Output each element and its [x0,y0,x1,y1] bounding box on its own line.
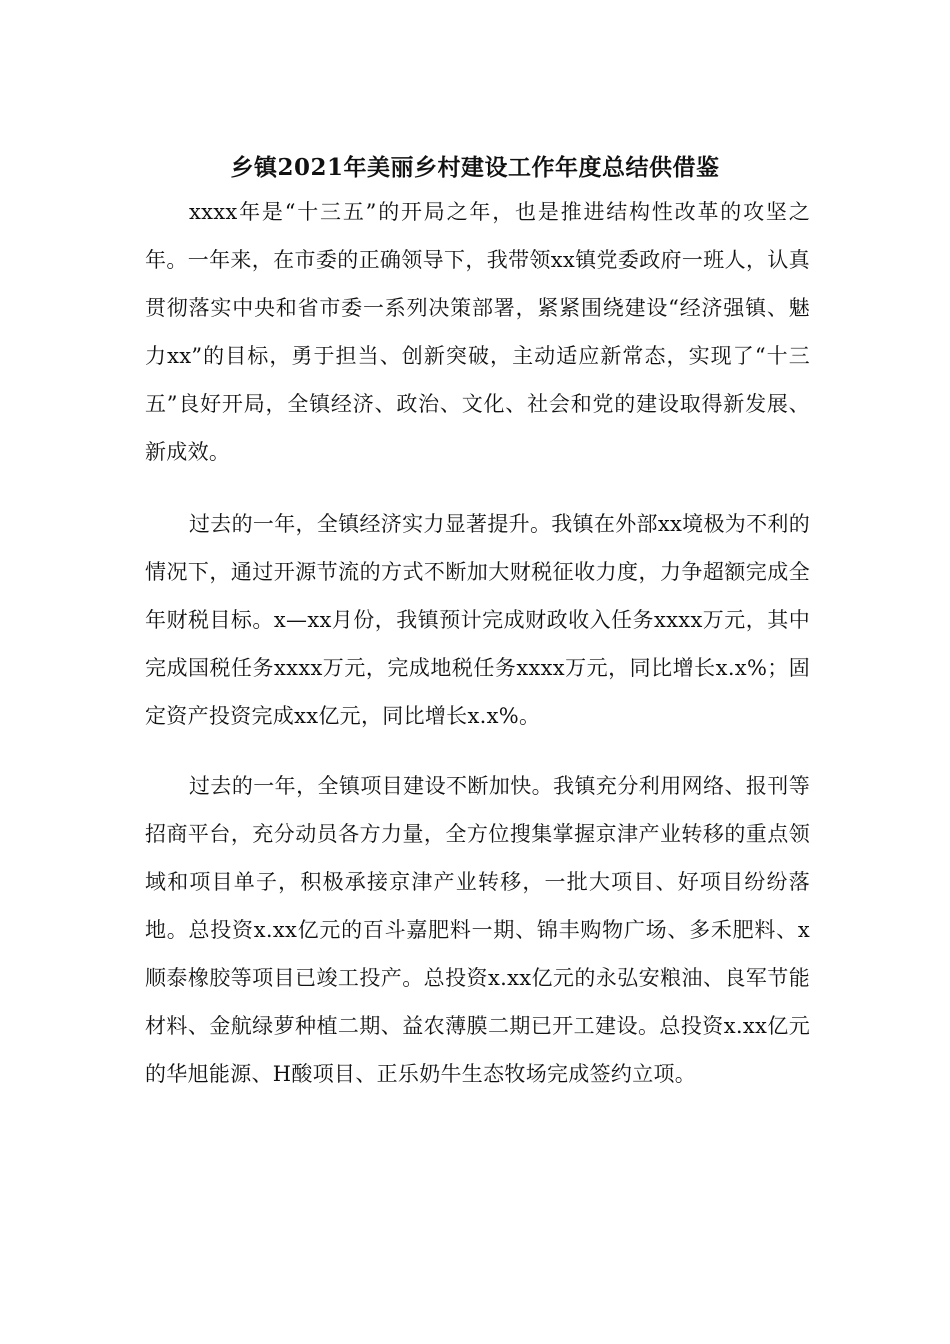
document-title: 乡镇2021年美丽乡村建设工作年度总结供借鉴 [230,154,720,182]
paragraph-intro: xxxx年是“十三五”的开局之年，也是推进结构性改革的攻坚之年。一年来，在市委的正确领导下，我带领xx镇党委政府一班人，认真贯彻落实中央和省市委一系列决策部署，紧紧围绕建设“经济强镇、魅力xx”的目标，勇于担当、创新突破，主动适应新常态，实现了“十三五”良好开局，全镇经济、政治、文化、社会和党的建设取得新发展、新成效。 [145,200,810,464]
paragraph-projects: 过去的一年，全镇项目建设不断加快。我镇充分利用网络、报刊等招商平台，充分动员各方力量，全方位搜集掌握京津产业转移的重点领域和项目单子，积极承接京津产业转移，一批大项目、好项目纷纷落地。总投资x.xx亿元的百斗嘉肥料一期、锦丰购物广场、多禾肥料、x顺泰橡胶等项目已竣工投产。总投资x.xx亿元的永弘安粮油、良军节能材料、金航绿萝种植二期、益农薄膜二期已开工建设。总投资x.xx亿元的华旭能源、H酸项目、正乐奶牛生态牧场完成签约立项。 [145,774,810,1086]
paragraph-economy: 过去的一年，全镇经济实力显著提升。我镇在外部xx境极为不利的情况下，通过开源节流的方式不断加大财税征收力度，力争超额完成全年财税目标。x—xx月份，我镇预计完成财政收入任务xxxx万元，其中完成国税任务xxxx万元，完成地税任务xxxx万元，同比增长x.x%；固定资产投资完成xx亿元，同比增长x.x%。 [145,512,810,728]
